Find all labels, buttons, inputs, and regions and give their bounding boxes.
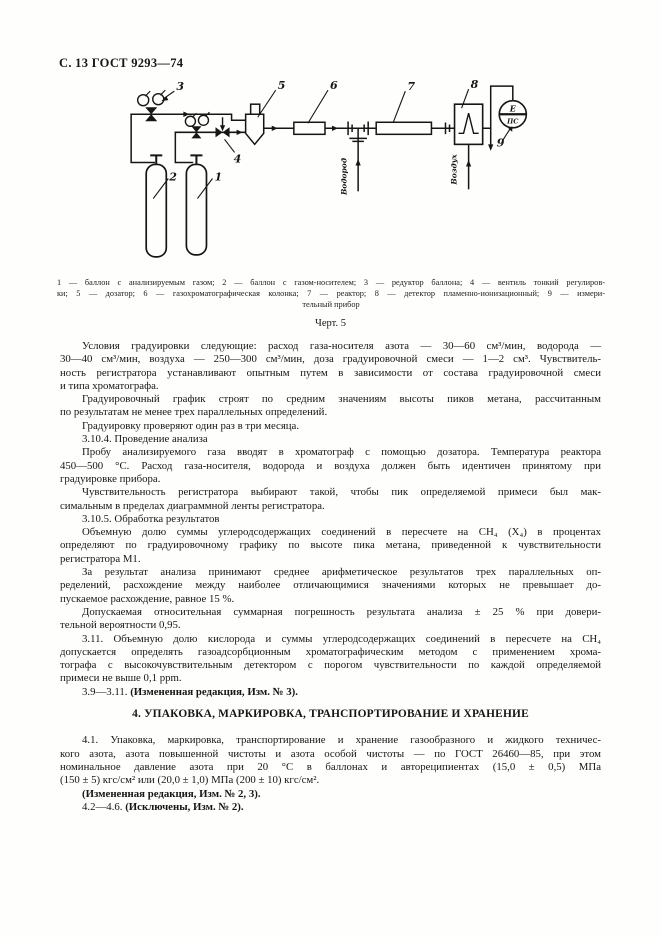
text-line: тографа с высокочувствительным детектором с порогом чувствительности по каждой определяемой: [60, 659, 601, 672]
caption-line: ки; 5 — дозатор; 6 — газохроматографическая колонка; 7 — реактор; 8 — детектор пламенно-ионизационный; 9 — измери-: [57, 289, 605, 298]
text-line: регистратора М1.: [60, 552, 141, 565]
paragraph-clause-3-11: [60, 633, 601, 686]
text-line: Условия градуировки следующие: расход газа-носителя азота — 30—60 см³/мин, водорода —: [82, 340, 601, 352]
flow-arrow-icon: [237, 130, 243, 135]
text-line: 30—40 см³/мин, воздуха — 250—300 см³/мин, доза градуировочной смеси — 1—2 см³. Чувствитель-: [60, 353, 601, 366]
paragraph-recorder-sensitivity: [60, 486, 601, 513]
text-line: пускаемое расхождение, равное 15 %.: [60, 592, 235, 605]
fine-valve-icon: [216, 117, 230, 137]
callout-1: 1: [214, 170, 223, 184]
text-line: 4.1. Упаковка, маркировка, транспортирование и хранение газообразного и жидкого техничес-: [82, 734, 601, 747]
paragraph-calibration-check: Градуировку проверяют один раз в три месяца.: [82, 419, 300, 432]
text-line: 450—500 °С. Расход газа-носителя, водорода и воздуха должен быть идентичен принятому при: [60, 459, 601, 472]
text-line: За результат анализа принимают среднее арифметическое результатов трех параллельных оп-: [82, 566, 601, 579]
meter-icon: [499, 101, 526, 128]
caption-line: 1 — баллон с анализируемым газом; 2 — баллон с газом-носителем; 3 — редуктор баллона; 4 — вентиль тонкий регулиров-: [57, 278, 605, 287]
clause-range: 4.2—4.6.: [82, 800, 126, 813]
text-line: градуировке прибора.: [60, 472, 161, 485]
figure-caption: [57, 277, 605, 310]
callout-7: 7: [407, 80, 416, 94]
flow-arrows: [183, 112, 493, 167]
paragraph-amendment-note-2-3: (Измененная редакция, Изм. № 2, 3).: [82, 787, 261, 800]
text-line: (150 ± 5) кгс/см² или (20,0 ± 1,0) МПа (200 ± 10) кгс/см².: [60, 774, 320, 787]
text-line: Допускаемая относительная суммарная погрешность результата анализа ± 25 % при довери-: [82, 605, 601, 618]
meter-top-label: Е: [509, 103, 516, 114]
callout-6: 6: [330, 79, 338, 93]
gas-cylinder-1-icon: [186, 154, 206, 254]
flow-arrow-icon: [356, 159, 361, 166]
chromatographic-column-icon: [294, 122, 325, 134]
clause-3-10-5-title: 3.10.5. Обработка результатов: [82, 512, 220, 525]
section-4-heading: 4. УПАКОВКА, МАРКИРОВКА, ТРАНСПОРТИРОВАНИЕ И ХРАНЕНИЕ: [132, 708, 529, 721]
air-inlet-label: Воздух: [449, 154, 459, 185]
document-body: [60, 340, 601, 814]
text-line: примеси не выше 0,1 ppm.: [60, 672, 182, 685]
flow-arrow-icon: [272, 126, 278, 131]
text-line: 3.11. Объемную долю кислорода и суммы углеродсодержащих соединений в пересчете на СН₄: [82, 632, 601, 645]
doser-icon: [246, 104, 264, 144]
paragraph-results-processing: [60, 526, 601, 566]
figure-diagram: [98, 76, 560, 275]
detector-icon: [455, 104, 483, 144]
paragraph-analysis-result: [60, 566, 601, 606]
text-line: Объемную долю суммы углеродсодержащих соединений в пересчете на СН₄ (Х₄) в процентах: [82, 526, 601, 539]
callout-5: 5: [277, 79, 286, 93]
text-line: Пробу анализируемого газа вводят в хроматограф с помощью дозатора. Температура реактора: [82, 446, 601, 459]
text-line: Градуировочный график строят по средним значениям высоты пиков метана, рассчитанным: [82, 393, 601, 406]
gas-cylinder-2-icon: [146, 154, 166, 256]
caption-line: тельный прибор: [302, 300, 360, 309]
paragraph-calibration-conditions: [60, 340, 601, 393]
reactor-icon: [376, 122, 431, 134]
paragraph-analysis-procedure: [60, 446, 601, 486]
text-line: допускается определять газоадсорбционным хроматографическим методом с применением хрома-: [60, 645, 601, 658]
pressure-regulator-icon: [138, 90, 166, 121]
meter-bottom-label: ПС: [507, 117, 519, 126]
callout-8: 8: [470, 78, 479, 92]
callout-2: 2: [169, 170, 177, 184]
text-line: ность регистратора устанавливают опытным путем в зависимости от состава градуировочной смеси: [60, 366, 601, 379]
clause-range: 3.9—3.11.: [82, 685, 131, 698]
text-line: по результатам не менее трех параллельных определений.: [60, 406, 328, 419]
hydrogen-inlet-label: Водород: [339, 157, 349, 196]
page-header: С. 13 ГОСТ 9293—74: [59, 56, 184, 70]
text-line: номинальное давление азота при 20 °С в баллонах и автореципиентах (15,0 ± 0,5) МПа: [60, 760, 601, 773]
paragraph-amendment-note-3: [60, 686, 601, 699]
text-line: ределений, расхождение между наиболее отличающимися значениями которых не превышает до-: [60, 579, 601, 592]
excluded-note: (Исключены, Изм. № 2).: [125, 800, 244, 813]
flow-arrow-icon: [488, 144, 493, 151]
paragraph-calibration-graph: [60, 393, 601, 420]
callout-9: 9: [496, 136, 505, 150]
text-line: Чувствительность регистратора выбирают такой, чтобы пик определяемой примеси был мак-: [82, 486, 601, 499]
amendment-note: (Измененная редакция, Изм. № 3).: [130, 685, 298, 698]
pipe-sample-drop: [175, 132, 192, 162]
pressure-regulator-icon: [185, 112, 209, 138]
text-line: симальным в пределах диаграммной ленты регистратора.: [60, 499, 325, 512]
flow-arrow-icon: [466, 160, 471, 167]
paragraph-allowed-error: [60, 606, 601, 633]
figure-number-label: Черт. 5: [315, 318, 346, 329]
paragraph-excluded-clauses: [60, 801, 601, 814]
text-line: тельной вероятности 0,95.: [60, 619, 181, 632]
clause-3-10-4-title: 3.10.4. Проведение анализа: [82, 433, 208, 446]
text-line: и типа хроматографа.: [60, 379, 159, 392]
text-line: определяют по градуировочному графику по высоте пика метана, приведенной к чувствительности: [60, 539, 601, 552]
paragraph-clause-4-1: [60, 734, 601, 787]
flow-arrow-icon: [332, 126, 338, 131]
text-line: кого азота, азота повышенной чистоты и азота особой чистоты — по ГОСТ 26460—85, при этом: [60, 747, 601, 760]
callout-3: 3: [176, 80, 185, 94]
callout-4: 4: [233, 152, 242, 166]
